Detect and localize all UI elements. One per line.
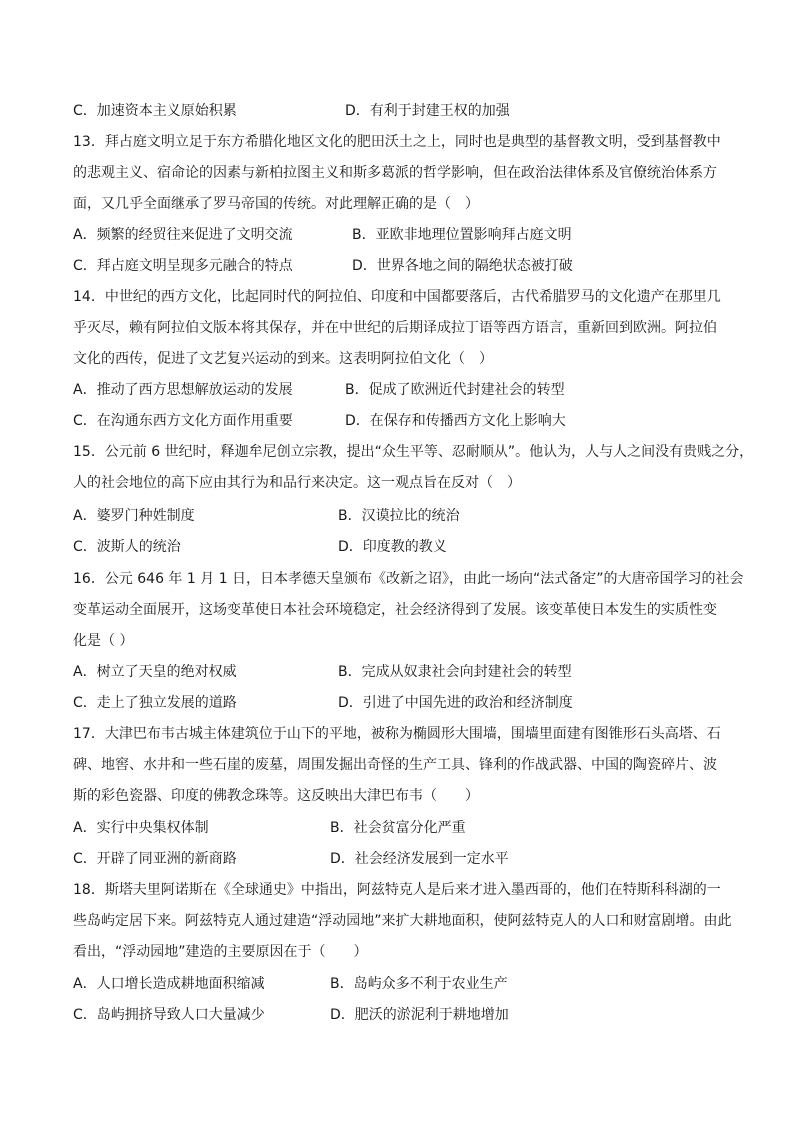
q13-option-b: B．亚欧非地理位置影响拜占庭文明	[352, 227, 572, 243]
q18-option-b: B．岛屿众多不利于农业生产	[330, 976, 508, 992]
option-12d: D．有利于封建王权的加强	[345, 103, 510, 119]
q15-option-d: D．印度教的教义	[338, 539, 447, 555]
q16-option-a: A．树立了天皇的绝对权威	[73, 664, 237, 680]
q14-stem-line-3: 文化的西传，促进了文艺复兴运动的到来。这表明阿拉伯文化（ ）	[73, 351, 493, 367]
q18-stem-line-3: 看出，“浮动园地”建造的主要原因在于（ ）	[73, 944, 368, 960]
q14-option-a: A．推动了西方思想解放运动的发展	[73, 382, 293, 398]
q16-option-c: C．走上了独立发展的道路	[73, 695, 237, 711]
q17-option-c: C．开辟了同亚洲的新商路	[73, 851, 237, 867]
q13-option-c: C．拜占庭文明呈现多元融合的特点	[73, 258, 293, 274]
q14-option-c: C．在沟通东西方文化方面作用重要	[73, 413, 293, 429]
q17-option-d: D．社会经济发展到一定水平	[330, 851, 509, 867]
q16-option-b: B．完成从奴隶社会向封建社会的转型	[338, 664, 572, 680]
q14-stem-line-1: 14．中世纪的西方文化，比起同时代的阿拉伯、印度和中国都要落后，古代希腊罗马的文化遗产在那里几	[73, 289, 721, 305]
q15-stem-line-2: 人的社会地位的高下应由其行为和品行来决定。这一观点旨在反对（ ）	[73, 475, 521, 491]
q17-stem-line-1: 17．大津巴布韦古城主体建筑位于山下的平地，被称为椭圆形大围墙，围墙里面建有图锥形石头高塔、石	[73, 726, 721, 742]
q13-stem-line-1: 13．拜占庭文明立足于东方希腊化地区文化的肥田沃土之上，同时也是典型的基督教文明，受到基督教中	[73, 134, 721, 150]
q13-stem-line-2: 的悲观主义、宿命论的因素与新柏拉图主义和斯多葛派的哲学影响，但在政治法律体系及官僚统治体系方	[73, 165, 717, 181]
q15-option-b: B．汉谟拉比的统治	[338, 508, 460, 524]
q18-stem-line-2: 些岛屿定居下来。阿兹特克人通过建造“浮动园地”来扩大耕地面积，使阿兹特克人的人口和财富剧增。由此	[73, 913, 732, 929]
q17-option-a: A．实行中央集权体制	[73, 820, 209, 836]
q16-option-d: D．引进了中国先进的政治和经济制度	[338, 695, 573, 711]
q17-stem-line-3: 斯的彩色瓷器、印度的佛教念珠等。这反映出大津巴布韦（ ）	[73, 788, 479, 804]
q16-stem-line-1: 16．公元 646 年 1 月 1 日，日本孝德天皇颁布《改新之诏》，由此一场向“法式备定”的大唐帝国学习的社会	[73, 571, 744, 587]
q17-option-b: B．社会贫富分化严重	[330, 820, 466, 836]
q16-stem-line-2: 变革运动全面展开，这场变革使日本社会环境稳定，社会经济得到了发展。该变革使日本发生的实质性变	[73, 602, 717, 618]
q16-stem-line-3: 化是（ ）	[73, 633, 134, 649]
q15-option-a: A．婆罗门种姓制度	[73, 508, 195, 524]
q14-option-b: B．促成了欧洲近代封建社会的转型	[345, 382, 565, 398]
q15-stem-line-1: 15．公元前 6 世纪时，释迦牟尼创立宗教，提出“众生平等、忍耐顺从”。他认为，人与人之间没有贵贱之分，	[73, 444, 754, 460]
q18-option-d: D．肥沃的淤泥利于耕地增加	[330, 1007, 509, 1023]
q13-option-d: D．世界各地之间的隔绝状态被打破	[352, 258, 573, 274]
q14-stem-line-2: 乎灭尽，赖有阿拉伯文版本将其保存，并在中世纪的后期译成拉丁语等西方语言，重新回到欧洲。阿拉伯	[73, 320, 717, 336]
q13-stem-line-3: 面，又几乎全面继承了罗马帝国的传统。对此理解正确的是（ ）	[73, 196, 479, 212]
q15-option-c: C．波斯人的统治	[73, 539, 181, 555]
q18-option-c: C．岛屿拥挤导致人口大量减少	[73, 1007, 265, 1023]
q17-stem-line-2: 碑、地窖、水井和一些石崖的废墓，周围发掘出奇怪的生产工具、锋利的作战武器、中国的陶瓷碎片、波	[73, 757, 717, 773]
q14-option-d: D．在保存和传播西方文化上影响大	[345, 413, 566, 429]
q18-stem-line-1: 18．斯塔夫里阿诺斯在《全球通史》中指出，阿兹特克人是后来才进入墨西哥的，他们在特斯科科湖的一	[73, 882, 721, 898]
q18-option-a: A．人口增长造成耕地面积缩减	[73, 976, 265, 992]
option-12c: C．加速资本主义原始积累	[73, 103, 237, 119]
q13-option-a: A．频繁的经贸往来促进了文明交流	[73, 227, 293, 243]
